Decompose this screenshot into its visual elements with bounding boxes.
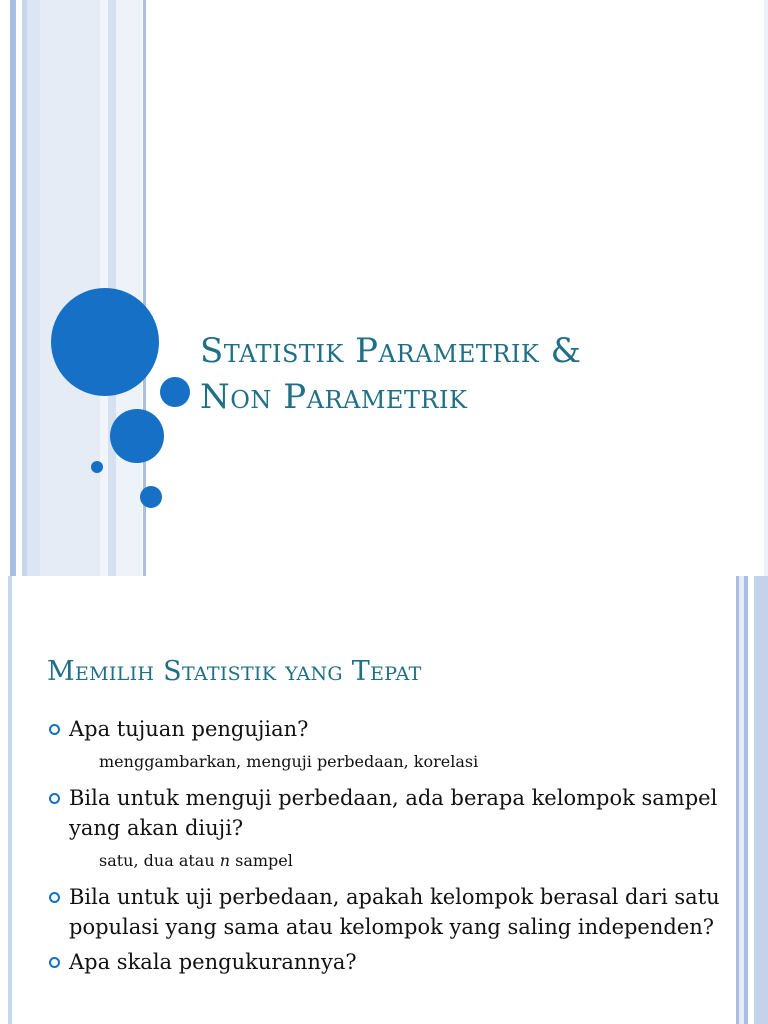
decorative-band [0,576,8,1024]
decorative-circle-small [91,461,103,473]
ring-bullet-icon [49,892,60,903]
decorative-circle-large [51,288,159,396]
bullet-list [47,714,727,977]
bullet-text: Bila untuk uji perbedaan, apakah kelompok berasal dari satu populasi yang sama atau kelompok yang saling independen? [69,884,720,939]
slide-edge [764,0,768,576]
decorative-circle-medium [160,377,190,407]
ring-bullet-icon [49,793,60,804]
sub-text: menggambarkan, menguji perbedaan, korelasi [99,751,479,771]
decorative-band [40,0,100,576]
decorative-circle-medium [110,409,164,463]
decorative-circle-small [140,486,162,508]
decorative-band [116,0,142,576]
bullet-text: Apa tujuan pengujian? [69,717,309,741]
list-item [47,882,727,943]
list-item [47,947,727,978]
decorative-band [754,576,768,1024]
decorative-band [27,0,40,576]
sub-list-item [47,751,727,773]
bullet-text: Bila untuk menguji perbedaan, ada berapa kelompok sampel yang akan diuji? [69,785,718,840]
content-slide [0,576,768,1024]
ring-bullet-icon [49,957,60,968]
sub-text-before: satu, dua atau [99,850,220,870]
list-item [47,714,727,745]
ring-bullet-icon [49,724,60,735]
sub-list-item [47,850,727,872]
decorative-band [8,576,12,1024]
decorative-band [0,0,10,576]
slide-title [200,328,760,420]
sub-text-after: sampel [230,850,293,870]
title-line-2: Non Parametrik [200,377,468,417]
slide-title: Memilih Statistik yang Tepat [47,656,422,687]
list-item [47,783,727,844]
bullet-text: Apa skala pengukurannya? [69,949,357,974]
title-line-1: Statistik Parametrik & [200,331,582,371]
sub-text-italic: n [219,850,231,870]
